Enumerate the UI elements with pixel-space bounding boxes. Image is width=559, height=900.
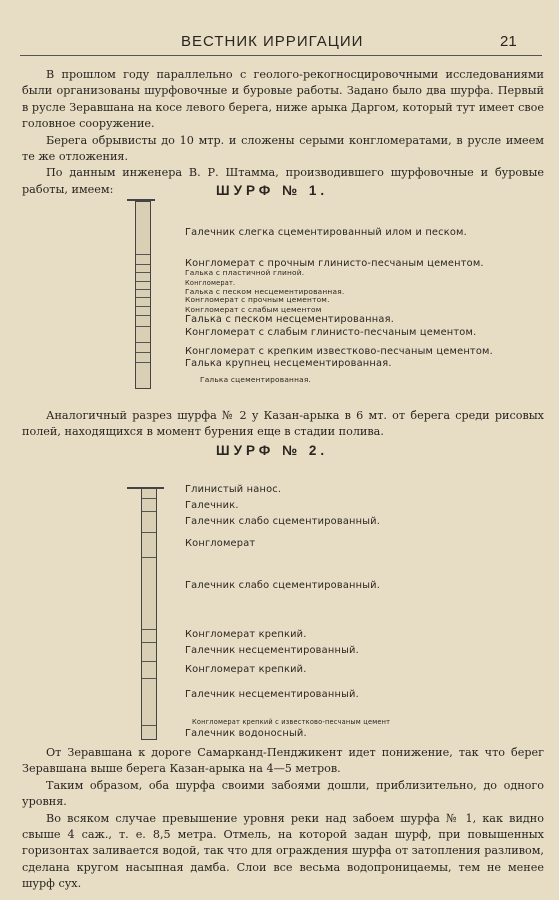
intro-text — [22, 67, 544, 198]
shurf-1-cell — [136, 342, 150, 343]
shurf-1-heading: ШУРФ № 1. — [216, 183, 329, 198]
shurf-1-layer-8: Галька с песком несцементированная. — [185, 314, 395, 325]
outro-text — [22, 745, 544, 893]
shurf-1-cell — [136, 315, 150, 316]
shurf-2-column — [141, 488, 157, 740]
outro-paragraph-1: От Зеравшана к дороге Самарканд-Пенджикент идет понижение, так что берег Зеравшана выше берега Казан-арыка на 4—5 метров. — [22, 746, 544, 776]
shurf-2-layer-10: Конгломерат крепкий с известково-песчаным цемент — [192, 718, 391, 726]
shurf-2-layer-7: Галечник несцементированный. — [185, 645, 359, 656]
shurf-1-cell — [136, 254, 150, 255]
middle-text — [22, 408, 544, 441]
shurf-2-layer-3: Галечник слабо сцементированный. — [185, 516, 381, 527]
page-number: 21 — [500, 33, 517, 50]
shurf-1-column — [135, 201, 151, 389]
header-rule — [20, 55, 542, 56]
shurf-1-layer-5: Галька с песком несцементированная. — [185, 287, 345, 296]
shurf-1-cell — [136, 281, 150, 282]
shurf-2-layer-11: Галечник водоносный. — [185, 728, 307, 739]
shurf-2-layer-4: Конгломерат — [185, 538, 256, 549]
shurf-1-cell — [136, 272, 150, 273]
shurf-2-layer-1: Глинистый нанос. — [185, 484, 282, 495]
shurf-2-cell — [142, 629, 156, 630]
outro-paragraph-2: Таким образом, оба шурфа своими забоями дошли, приблизительно, до одного уровня. — [22, 778, 544, 809]
shurf-1-layer-2: Конгломерат с прочным глинисто-песчаным цементом. — [185, 258, 484, 269]
shurf-1-layer-4: Конгломерат. — [185, 279, 236, 287]
shurf-1-cell — [136, 306, 150, 307]
shurf-2-cell — [142, 532, 156, 533]
shurf-1-cell — [136, 326, 150, 327]
shurf-1-layer-10: Конгломерат с крепким известково-песчаным цементом. — [185, 346, 493, 357]
shurf-1-layer-6: Конгломерат с прочным цементом. — [185, 295, 330, 304]
shurf-1-layer-1: Галечник слегка сцементированный илом и песком. — [185, 227, 467, 238]
shurf-2-cell — [142, 498, 156, 499]
intro-paragraph-2: Берега обрывисты до 10 мтр. и сложены серыми конгломератами, в русле имеем те же отложения. — [22, 133, 544, 164]
page-header — [0, 30, 559, 56]
shurf-2-cell — [142, 557, 156, 558]
shurf-1-cell — [136, 352, 150, 353]
shurf-1-cell — [136, 297, 150, 298]
shurf-2-cell — [142, 725, 156, 726]
middle-paragraph: Аналогичный разрез шурфа № 2 у Казан-арыка в 6 мт. от берега среди рисовых полей, находящихся в момент бурения еще в стадии полива. — [22, 409, 544, 439]
shurf-2-cell — [142, 678, 156, 679]
shurf-1-layer-11: Галька крупнец несцементированная. — [185, 358, 392, 369]
shurf-2-layer-5: Галечник слабо сцементированный. — [185, 580, 381, 591]
shurf-2-cell — [142, 642, 156, 643]
shurf-1-layer-12: Галька сцементированная. — [200, 375, 312, 384]
shurf-1-layer-7: Конгломерат с слабым цементом — [185, 305, 322, 314]
shurf-2-cell — [142, 661, 156, 662]
shurf-2-layer-2: Галечник. — [185, 500, 239, 511]
shurf-2-layer-8: Конгломерат крепкий. — [185, 664, 307, 675]
intro-paragraph-3: По данным инженера В. Р. Штамма, производившего шурфовочные и буровые работы, имеем: — [22, 166, 544, 196]
shurf-1-layer-3: Галька с пластичной глиной. — [185, 268, 305, 277]
shurf-1-cell — [136, 362, 150, 363]
shurf-2-heading: ШУРФ № 2. — [216, 443, 329, 458]
shurf-1-cell — [136, 264, 150, 265]
running-title: ВЕСТНИК ИРРИГАЦИИ — [181, 33, 364, 50]
shurf-1-cell — [136, 289, 150, 290]
shurf-2-cell — [142, 511, 156, 512]
shurf-1-layer-9: Конгломерат с слабым глинисто-песчаным цементом. — [185, 327, 477, 338]
shurf-2-layer-6: Конгломерат крепкий. — [185, 629, 307, 640]
intro-paragraph-1: В прошлом году параллельно с геолого-рекогносцировочными исследованиями были организованы шурфовочные и буровые работы. Задано было два шурфа. Первый в русле Зеравшана на косе левого берега, ниже арыка Даргом, который тут имеет свое головное сооружение. — [22, 68, 544, 131]
outro-paragraph-3: Во всяком случае превышение уровня реки над забоем шурфа № 1, как видно свыше 4 саж., т. е. 8,5 метра. Отмель, на которой задан шурф, при повышенных горизонтах заливается водой, так что для ограждения шурфа от затопления разливом, сделана кругом насыпная дамба. Слои все весьма водопроницаемы, тем не менее шурф сух. — [22, 811, 544, 891]
shurf-2-layer-9: Галечник несцементированный. — [185, 689, 359, 700]
